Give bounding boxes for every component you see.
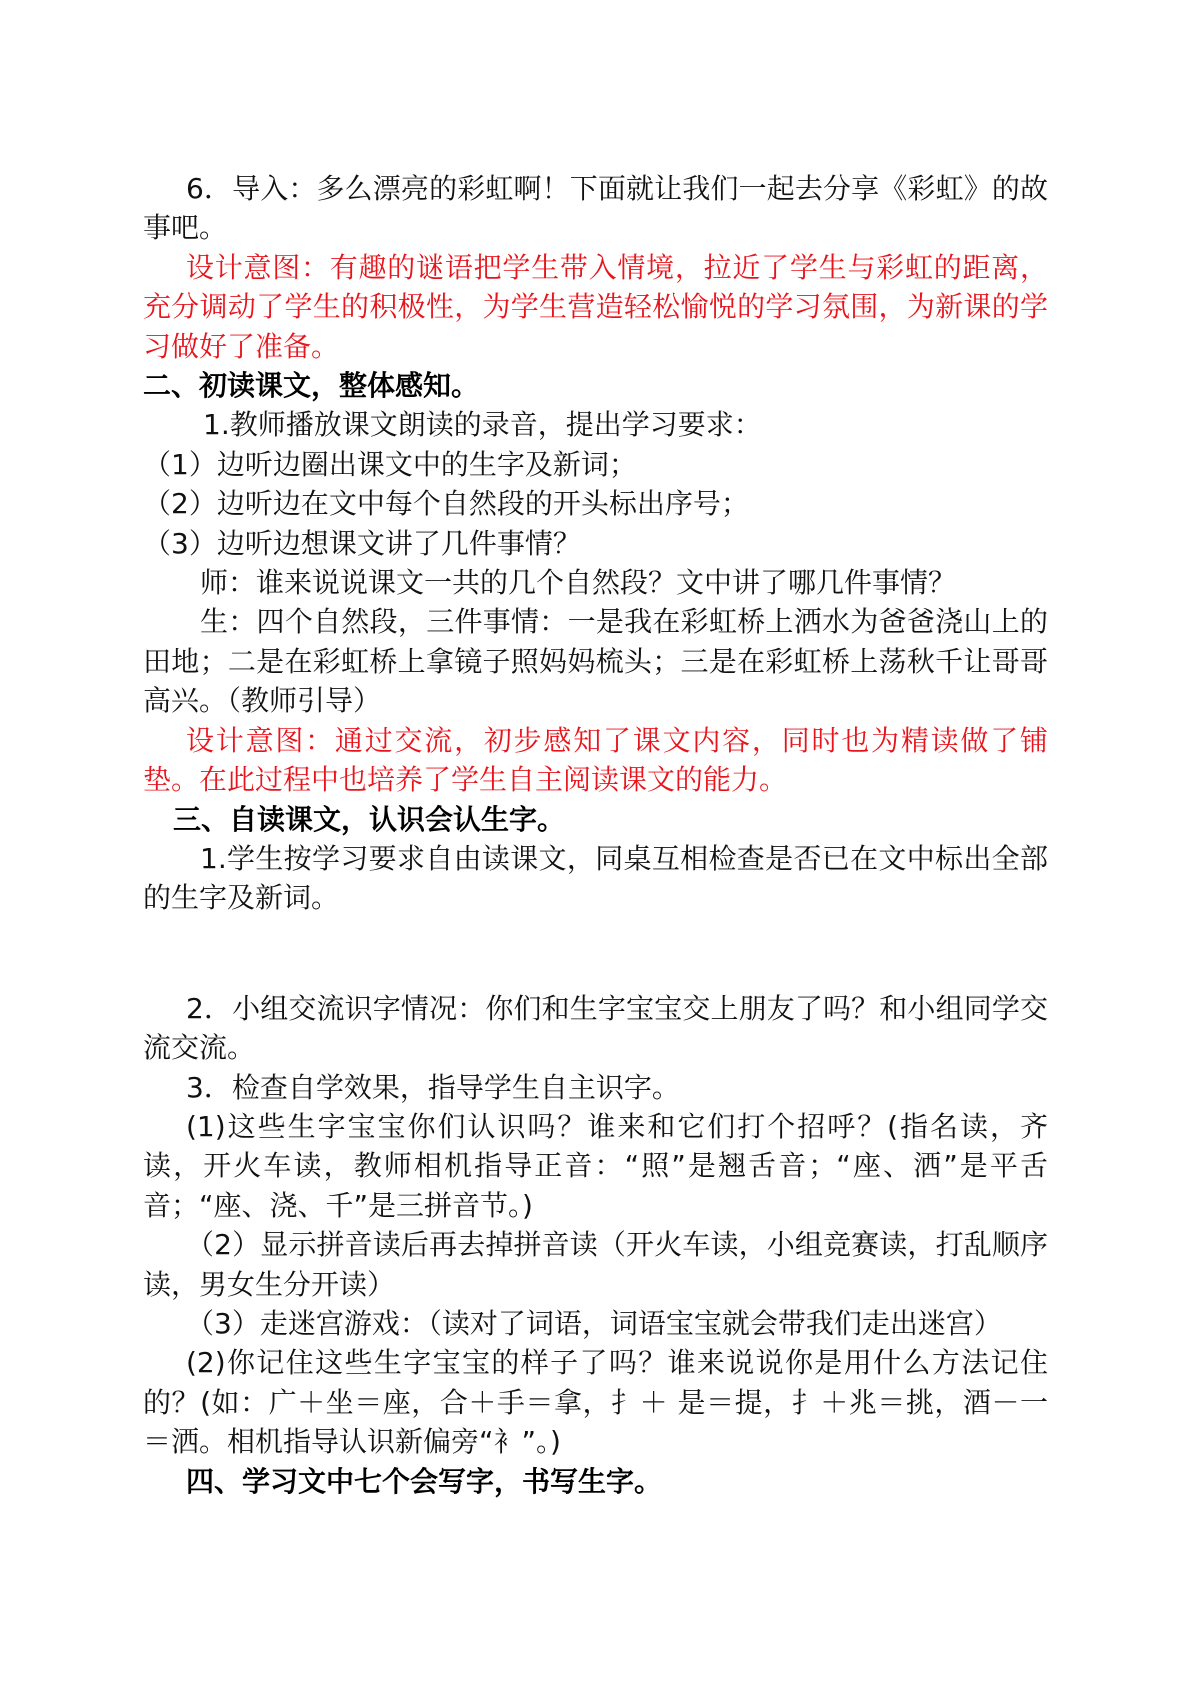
body-paragraph: 生：四个自然段，三件事情：一是我在彩虹桥上洒水为爸爸浇山上的田地；二是在彩虹桥上拿镜子照妈妈梳头；三是在彩虹桥上荡秋千让哥哥高兴。（教师引导） (143, 605, 1048, 718)
body-paragraph: (1)这些生字宝宝你们认识吗？谁来和它们打个招呼？(指名读，齐读，开火车读，教师相机指导正音：“照”是翘舌音；“座、洒”是平舌音；“座、浇、千”是三拼音节。) (143, 1109, 1048, 1222)
body-paragraph: 师：谁来说说课文一共的几个自然段？文中讲了哪几件事情？ (200, 566, 957, 600)
body-paragraph: （2）显示拼音读后再去掉拼音读（开火车读，小组竞赛读，打乱顺序读，男女生分开读） (143, 1228, 1048, 1301)
blank-line (143, 934, 1048, 973)
body-paragraph: （3）走迷宫游戏：（读对了词语，词语宝宝就会带我们走出迷宫） (186, 1306, 1002, 1340)
section-heading: 三、自读课文，认识会认生字。 (173, 802, 566, 836)
body-paragraph: （2）边听边在文中每个自然段的开头标出序号； (143, 487, 749, 521)
section-heading: 二、初读课文，整体感知。 (143, 369, 480, 403)
body-paragraph: (2)你记住这些生字宝宝的样子了吗？谁来说说你是用什么方法记住的？(如：广＋坐＝座，合＋手＝拿，扌＋ 是＝提，扌＋兆＝挑，酒－一＝洒。相机指导认识新偏旁“衤”。) (143, 1346, 1048, 1459)
body-paragraph: （1）边听边圈出课文中的生字及新词； (143, 447, 637, 481)
body-paragraph: 2．小组交流识字情况：你们和生字宝宝交上朋友了吗？和小组同学交流交流。 (143, 991, 1048, 1065)
document-body (143, 169, 1048, 1501)
body-paragraph: 1.学生按学习要求自由读课文，同桌互相检查是否已在文中标出全部的生字及新词。 (143, 841, 1048, 915)
body-paragraph: （3）边听边想课文讲了几件事情？ (143, 526, 581, 560)
body-paragraph: 1.教师播放课文朗读的录音，提出学习要求： (203, 408, 762, 442)
design-intent-paragraph: 设计意图：通过交流，初步感知了课文内容，同时也为精读做了铺垫。在此过程中也培养了学生自主阅读课文的能力。 (143, 723, 1048, 797)
design-intent-paragraph: 设计意图：有趣的谜语把学生带入情境，拉近了学生与彩虹的距离，充分调动了学生的积极性，为学生营造轻松愉悦的学习氛围，为新课的学习做好了准备。 (143, 250, 1048, 363)
body-paragraph: 6．导入：多么漂亮的彩虹啊！下面就让我们一起去分享《彩虹》的故事吧。 (143, 172, 1048, 245)
section-heading: 四、学习文中七个会写字，书写生字。 (186, 1464, 663, 1498)
body-paragraph: 3．检查自学效果，指导学生自主识字。 (186, 1070, 680, 1104)
